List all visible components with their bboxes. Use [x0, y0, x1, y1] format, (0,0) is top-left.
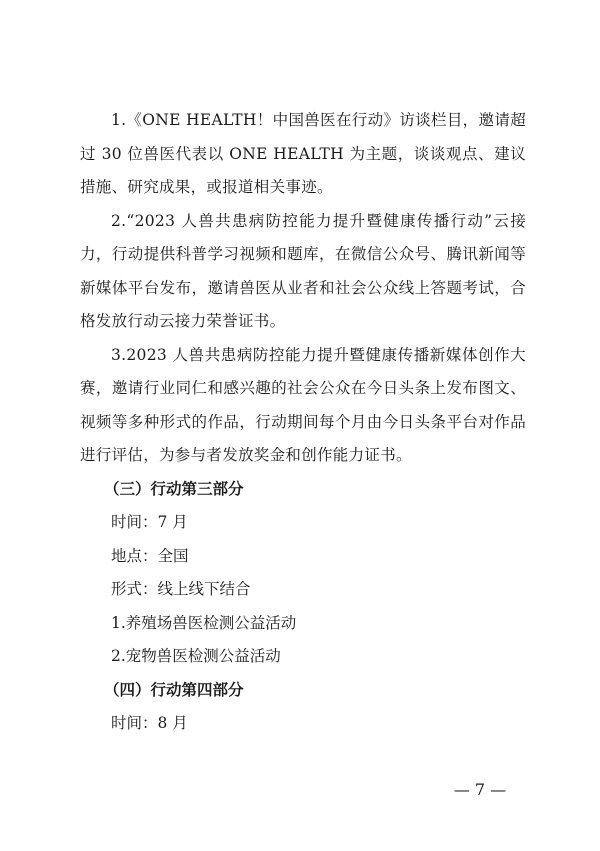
- paragraph-interview-column: 1.《ONE HEALTH！中国兽医在行动》访谈栏目，邀请超过 30 位兽医代表以 ONE HEALTH 为主题，谈谈观点、建议措施、研究成果，或报道相关事迹。: [80, 111, 526, 196]
- section-three-item-farm: 1.养殖场兽医检测公益活动: [111, 613, 297, 632]
- page-number: — 7 —: [453, 780, 507, 799]
- section-three-place: 地点：全国: [111, 546, 189, 565]
- section-three-time: 时间：7 月: [111, 513, 188, 531]
- section-four-time: 时间：8 月: [111, 714, 188, 732]
- section-three-form: 形式：线上线下结合: [111, 580, 251, 598]
- section-three-heading: （三）行动第三部分: [104, 479, 244, 498]
- paragraph-cloud-relay: 2.“2023 人兽共患病防控能力提升暨健康传播行动”云接力，行动提供科普学习视频和题库，在微信公众号、腾讯新闻等新媒体平台发布，邀请兽医从业者和社会公众线上答题考试，合格发放行动云接力荣誉证书。: [80, 211, 526, 330]
- document-body: [80, 104, 526, 741]
- section-four-heading: （四）行动第四部分: [104, 680, 244, 699]
- section-three-item-pet: 2.宠物兽医检测公益活动: [111, 647, 281, 665]
- paragraph-new-media-contest: 3.2023 人兽共患病防控能力提升暨健康传播新媒体创作大赛，邀请行业同仁和感兴趣的社会公众在今日头条上发布图文、视频等多种形式的作品，行动期间每个月由今日头条平台对作品进行评估，为参与者发放奖金和创作能力证书。: [80, 345, 526, 464]
